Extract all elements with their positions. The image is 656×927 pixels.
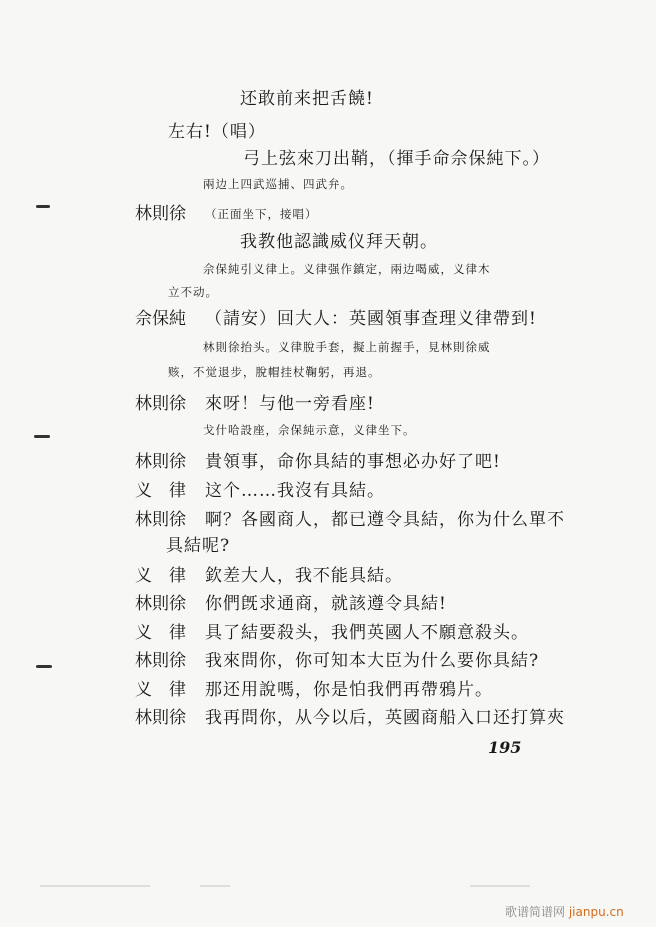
- stage-direction: 戈什哈設座，佘保純示意，义律坐下。: [203, 423, 416, 437]
- binding-mark: [34, 435, 50, 438]
- speaker-name: 林則徐: [135, 510, 186, 530]
- binding-mark: [36, 205, 50, 208]
- stage-direction: 林則徐抬头。义律脫手套，擬上前握手，見林則徐威: [203, 340, 491, 354]
- watermark-url: jianpu.cn: [568, 905, 624, 919]
- verse-line: 我教他認識威仪拜天朝。: [240, 232, 438, 252]
- stage-direction: （正面坐下，接唱）: [205, 207, 318, 221]
- verse-line: 弓上弦來刀出鞘，（揮手命佘保純下。）: [243, 149, 550, 169]
- dialogue-line: 欽差大人，我不能具結。: [205, 566, 403, 586]
- speaker-name: 义 律: [135, 623, 186, 643]
- stage-direction: 兩边上四武巡捕、四武弁。: [203, 177, 353, 191]
- page-number: 195: [488, 738, 522, 757]
- speaker-name: 林則徐: [135, 594, 186, 614]
- stage-direction: 立不动。: [168, 285, 218, 299]
- speaker-name: 林則徐: [135, 708, 186, 728]
- stage-direction: 佘保純引义律上。义律强作鎮定，兩边喝威，义律木: [203, 262, 491, 276]
- binding-mark: [36, 665, 52, 668]
- speaker-name: 林則徐: [135, 204, 186, 224]
- dialogue-line: 我來問你，你可知本大臣为什么要你具結?: [205, 651, 540, 671]
- dialogue-line: 來呀！与他一旁看座!: [205, 394, 375, 414]
- dialogue-line: 你們旣求通商，就該遵令具結!: [205, 594, 447, 614]
- speaker-name: 义 律: [135, 566, 186, 586]
- verse-line: 还敢前来把舌饒!: [240, 89, 374, 109]
- scan-artifact: [470, 885, 530, 887]
- speaker-name: 佘保純: [135, 309, 186, 329]
- scan-artifact: [40, 885, 150, 887]
- dialogue-line: 具結呢?: [166, 536, 231, 556]
- dialogue-line: 这个……我沒有具結。: [205, 481, 385, 501]
- stage-direction: 赅，不觉退步，脫帽挂杖鞠躬，再退。: [168, 365, 381, 379]
- dialogue-line: （請安）回大人：英國領事查理义律帶到!: [205, 309, 537, 329]
- dialogue-line: 具了結要殺头，我們英國人不願意殺头。: [205, 623, 529, 643]
- dialogue-line: 貴領事，命你具結的事想必办好了吧!: [205, 452, 501, 472]
- scan-artifact: [200, 885, 230, 887]
- dialogue-line: 左右!（唱）: [168, 122, 266, 142]
- speaker-name: 林則徐: [135, 651, 186, 671]
- speaker-name: 义 律: [135, 481, 186, 501]
- speaker-name: 林則徐: [135, 394, 186, 414]
- speaker-name: 林則徐: [135, 452, 186, 472]
- dialogue-line: 那还用說嗎，你是怕我們再帶鴉片。: [205, 680, 493, 700]
- watermark-cn: 歌谱简谱网: [505, 905, 566, 919]
- dialogue-line: 啊？各國商人，都已遵令具結，你为什么單不: [205, 510, 565, 530]
- speaker-name: 义 律: [135, 680, 186, 700]
- dialogue-line: 我再問你，从今以后，英國商船入口还打算夾: [205, 708, 565, 728]
- watermark: [505, 903, 624, 920]
